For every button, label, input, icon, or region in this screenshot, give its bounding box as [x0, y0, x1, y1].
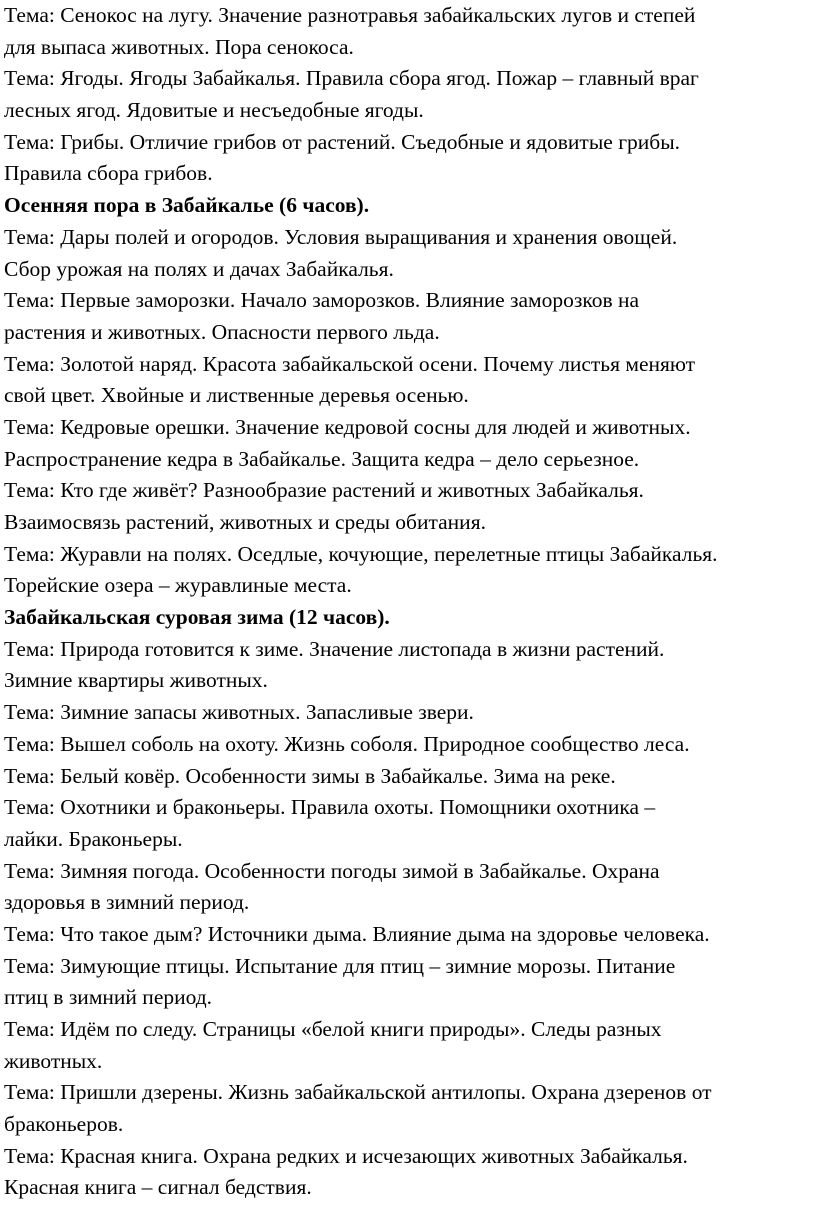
- text-line: Тема: Сенокос на лугу. Значение разнотравья забайкальских лугов и степей: [4, 3, 696, 27]
- text-line: Сбор урожая на полях и дачах Забайкалья.: [4, 256, 394, 281]
- text-line: Тема: Дары полей и огородов. Условия выращивания и хранения овощей.: [4, 224, 678, 249]
- text-line: Тема: Природа готовится к зиме. Значение листопада в жизни растений.: [4, 636, 665, 661]
- text-line: птиц в зимний период.: [4, 985, 213, 1010]
- text-line: Взаимосвязь растений, животных и среды обитания.: [4, 510, 486, 534]
- text-line: Тема: Что такое дым? Источники дыма. Влияние дыма на здоровье человека.: [4, 921, 710, 946]
- text-line: Зимние квартиры животных.: [4, 668, 268, 693]
- text-line: для выпаса животных. Пора сенокоса.: [4, 34, 354, 59]
- text-line: Тема: Белый ковёр. Особенности зимы в Забайкалье. Зима на реке.: [4, 763, 616, 788]
- text-line: Тема: Золотой наряд. Красота забайкальской осени. Почему листья меняют: [4, 351, 696, 376]
- text-line: Тема: Вышел соболь на охоту. Жизнь соболя. Природное сообщество леса.: [4, 731, 690, 756]
- text-line: Тема: Грибы. Отличие грибов от растений. Съедобные и ядовитые грибы.: [4, 129, 681, 154]
- text-line: здоровья в зимний период.: [4, 890, 250, 915]
- text-line: Тема: Охотники и браконьеры. Правила охоты. Помощники охотника –: [4, 795, 656, 820]
- text-line: Тема: Идём по следу. Страницы «белой книги природы». Следы разных: [4, 1017, 662, 1041]
- text-line: Правила сбора грибов.: [4, 161, 213, 186]
- text-line: Красная книга – сигнал бедствия.: [4, 1175, 312, 1200]
- section-heading: Осенняя пора в Забайкалье (6 часов).: [4, 193, 370, 218]
- text-line: Тема: Зимующие птицы. Испытание для птиц – зимние морозы. Питание: [4, 953, 676, 978]
- text-line: Тема: Кто где живёт? Разнообразие растений и животных Забайкалья.: [4, 478, 644, 503]
- text-line: Тема: Зимняя погода. Особенности погоды зимой в Забайкалье. Охрана: [4, 858, 660, 883]
- text-line: Тема: Ягоды. Ягоды Забайкалья. Правила сбора ягод. Пожар – главный враг: [4, 66, 699, 91]
- text-line: Распространение кедра в Забайкалье. Защита кедра – дело серьезное.: [4, 446, 640, 471]
- text-line: животных.: [4, 1048, 103, 1073]
- text-line: лесных ягод. Ядовитые и несъедобные ягоды.: [4, 98, 424, 123]
- text-line: Торейские озера – журавлиные места.: [4, 573, 352, 598]
- text-line: растения и животных. Опасности первого льда.: [4, 319, 440, 344]
- text-line: Тема: Пришли дзерены. Жизнь забайкальской антилопы. Охрана дзеренов от: [4, 1080, 712, 1105]
- text-line: Тема: Красная книга. Охрана редких и исчезающих животных Забайкалья.: [4, 1143, 688, 1168]
- section-heading: Забайкальская суровая зима (12 часов).: [4, 605, 390, 630]
- text-line: браконьеров.: [4, 1112, 124, 1137]
- text-line: Тема: Журавли на полях. Оседлые, кочующие, перелетные птицы Забайкалья.: [4, 541, 718, 566]
- text-line: Тема: Кедровые орешки. Значение кедровой сосны для людей и животных.: [4, 414, 691, 439]
- text-line: свой цвет. Хвойные и лиственные деревья осенью.: [4, 383, 469, 408]
- text-line: Тема: Первые заморозки. Начало заморозков. Влияние заморозков на: [4, 288, 640, 313]
- text-line: лайки. Браконьеры.: [4, 826, 183, 851]
- text-line: Тема: Зимние запасы животных. Запасливые звери.: [4, 700, 474, 725]
